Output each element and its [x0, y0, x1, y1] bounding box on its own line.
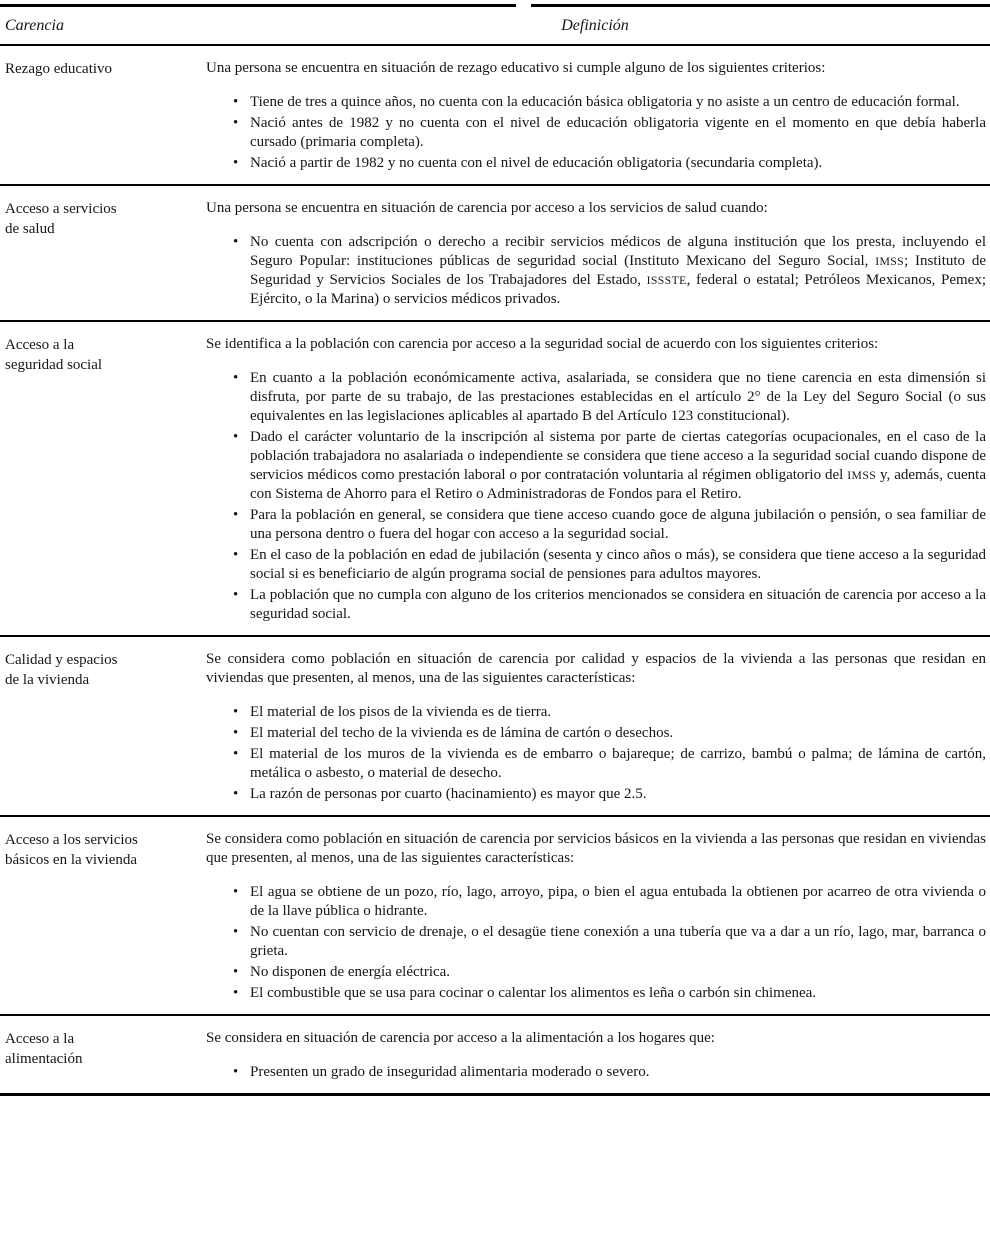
criteria-list — [206, 233, 986, 309]
definition-intro: Se considera como población en situación de carencia por servicios básicos en la vivienda a las personas que residan en viviendas que presenten, al menos, una de las siguientes características: — [206, 831, 986, 866]
top-rule-left-segment — [0, 4, 516, 7]
carencia-label-line: alimentación — [5, 1051, 83, 1067]
definicion-cell — [206, 59, 990, 173]
carencia-label-line: básicos en la vivienda — [5, 852, 138, 868]
definition-intro: Se considera como población en situación de carencia por calidad y espacios de la vivienda a las personas que residan en viviendas que presenten, al menos, una de las siguientes características: — [206, 651, 986, 686]
definicion-cell — [206, 199, 990, 309]
acronym-small-caps: IMSS — [875, 255, 905, 268]
criteria-item: • No cuenta con adscripción o derecho a recibir servicios médicos de alguna institución que los presta, incluyendo el Seguro Popular: instituciones públicas de seguridad social (Instituto Mexicano del Seguro Social, IMSS; Instituto de Seguridad y Servicios Sociales de los Trabajadores del Estado, ISSSTE, federal o estatal; Petróleos Mexicanos, Pemex; Ejército, o la Marina) o servicios médicos privados. — [206, 233, 986, 309]
definition-intro: Se identifica a la población con carencia por acceso a la seguridad social de acuerdo con los siguientes criterios: — [206, 336, 879, 352]
carencia-label-line: de la vivienda — [5, 672, 90, 688]
criteria-item: • El combustible que se usa para cocinar o calentar los alimentos es leña o carbón sin chimenea. — [206, 984, 986, 1003]
definicion-cell — [206, 650, 990, 804]
carencia-label-line: Acceso a la — [5, 1031, 75, 1047]
table-row — [0, 322, 990, 635]
table-row — [0, 1016, 990, 1093]
carencia-label — [0, 59, 206, 173]
acronym-small-caps: IMSS — [847, 469, 877, 482]
criteria-item: • Para la población en general, se considera que tiene acceso cuando goce de alguna jubilación o pensión, o sea familiar de una persona dentro o fuera del hogar con acceso a la seguridad social. — [206, 506, 986, 544]
carencia-label — [0, 830, 206, 1003]
column-header-carencia: Carencia — [5, 16, 64, 34]
criteria-item: • En cuanto a la población económicamente activa, asalariada, se considera que no tiene carencia en esta dimensión si disfruta, por parte de su trabajo, de las prestaciones establecidas en el artículo 2° de la Ley del Seguro Social (o sus equivalentes en las legislaciones aplicables al apartado B del Artículo 123 constitucional). — [206, 369, 986, 426]
criteria-list — [206, 703, 986, 804]
top-rule-right-segment — [531, 4, 990, 7]
criteria-item: • El material del techo de la vivienda es de lámina de cartón o desechos. — [206, 724, 986, 743]
definition-intro: Se considera en situación de carencia por acceso a la alimentación a los hogares que: — [206, 1030, 715, 1046]
criteria-list — [206, 1063, 986, 1082]
criteria-item: • La razón de personas por cuarto (hacinamiento) es mayor que 2.5. — [206, 785, 986, 804]
table-row — [0, 46, 990, 184]
criteria-item: • Tiene de tres a quince años, no cuenta con la educación básica obligatoria y no asiste a un centro de educación formal. — [206, 93, 986, 112]
criteria-item: • El agua se obtiene de un pozo, río, lago, arroyo, pipa, o bien el agua entubada la obtienen por acarreo de otra vivienda o de la llave pública o hidrante. — [206, 883, 986, 921]
definicion-cell — [206, 1029, 990, 1082]
definition-intro: Una persona se encuentra en situación de carencia por acceso a los servicios de salud cuando: — [206, 200, 768, 216]
criteria-list — [206, 883, 986, 1003]
carencia-label-line: Acceso a la — [5, 337, 75, 353]
table-header-row — [0, 7, 990, 44]
criteria-item: • En el caso de la población en edad de jubilación (sesenta y cinco años o más), se considera que tiene acceso a la seguridad social si es beneficiario de algún programa social de pensiones para adultos mayores. — [206, 546, 986, 584]
criteria-list — [206, 93, 986, 173]
criteria-item: • La población que no cumpla con alguno de los criterios mencionados se considera en situación de carencia por acceso a la seguridad social. — [206, 586, 986, 624]
definicion-cell — [206, 335, 990, 624]
carencia-label — [0, 199, 206, 309]
carencia-label-line: Acceso a los servicios — [5, 832, 138, 848]
carencia-label — [0, 335, 206, 624]
criteria-item: • El material de los pisos de la vivienda es de tierra. — [206, 703, 986, 722]
criteria-item: • Nació a partir de 1982 y no cuenta con el nivel de educación obligatoria (secundaria completa). — [206, 154, 986, 173]
carencia-label-line: Rezago educativo — [5, 61, 113, 77]
table-row — [0, 637, 990, 815]
criteria-item: • No disponen de energía eléctrica. — [206, 963, 986, 982]
table-row — [0, 186, 990, 320]
table-bottom-rule — [0, 1093, 990, 1096]
carencia-label — [0, 650, 206, 804]
carencia-label-line: Calidad y espacios — [5, 652, 118, 668]
definicion-cell — [206, 830, 990, 1003]
table-row — [0, 817, 990, 1014]
table-body — [0, 46, 990, 1093]
carencia-label-line: de salud — [5, 221, 55, 237]
acronym-small-caps: ISSSTE — [646, 274, 687, 287]
criteria-item: • Dado el carácter voluntario de la inscripción al sistema por parte de ciertas categorías ocupacionales, en el caso de la población trabajadora no asalariada o independiente se considera que tiene acceso a la seguridad social cuando dispone de servicios médicos como prestación laboral o por contratación voluntaria al régimen obligatorio del IMSS y, además, cuenta con Sistema de Ahorro para el Retiro o Administradoras de Fondos para el Retiro. — [206, 428, 986, 504]
criteria-item: • El material de los muros de la vivienda es de embarro o bajareque; de carrizo, bambú o palma; de lámina de cartón, metálica o asbesto, o material de desecho. — [206, 745, 986, 783]
carencia-label — [0, 1029, 206, 1082]
carencia-label-line: Acceso a servicios — [5, 201, 117, 217]
column-header-definicion: Definición — [561, 16, 629, 34]
carencia-label-line: seguridad social — [5, 357, 103, 373]
table-top-rule — [0, 4, 990, 7]
definition-intro: Una persona se encuentra en situación de rezago educativo si cumple alguno de los siguientes criterios: — [206, 60, 826, 76]
criteria-list — [206, 369, 986, 624]
criteria-item: • Presenten un grado de inseguridad alimentaria moderado o severo. — [206, 1063, 986, 1082]
criteria-item: • Nació antes de 1982 y no cuenta con el nivel de educación obligatoria vigente en el momento en que debía haberla cursado (primaria completa). — [206, 114, 986, 152]
criteria-item: • No cuentan con servicio de drenaje, o el desagüe tiene conexión a una tubería que va a dar a un río, lago, mar, barranca o grieta. — [206, 923, 986, 961]
